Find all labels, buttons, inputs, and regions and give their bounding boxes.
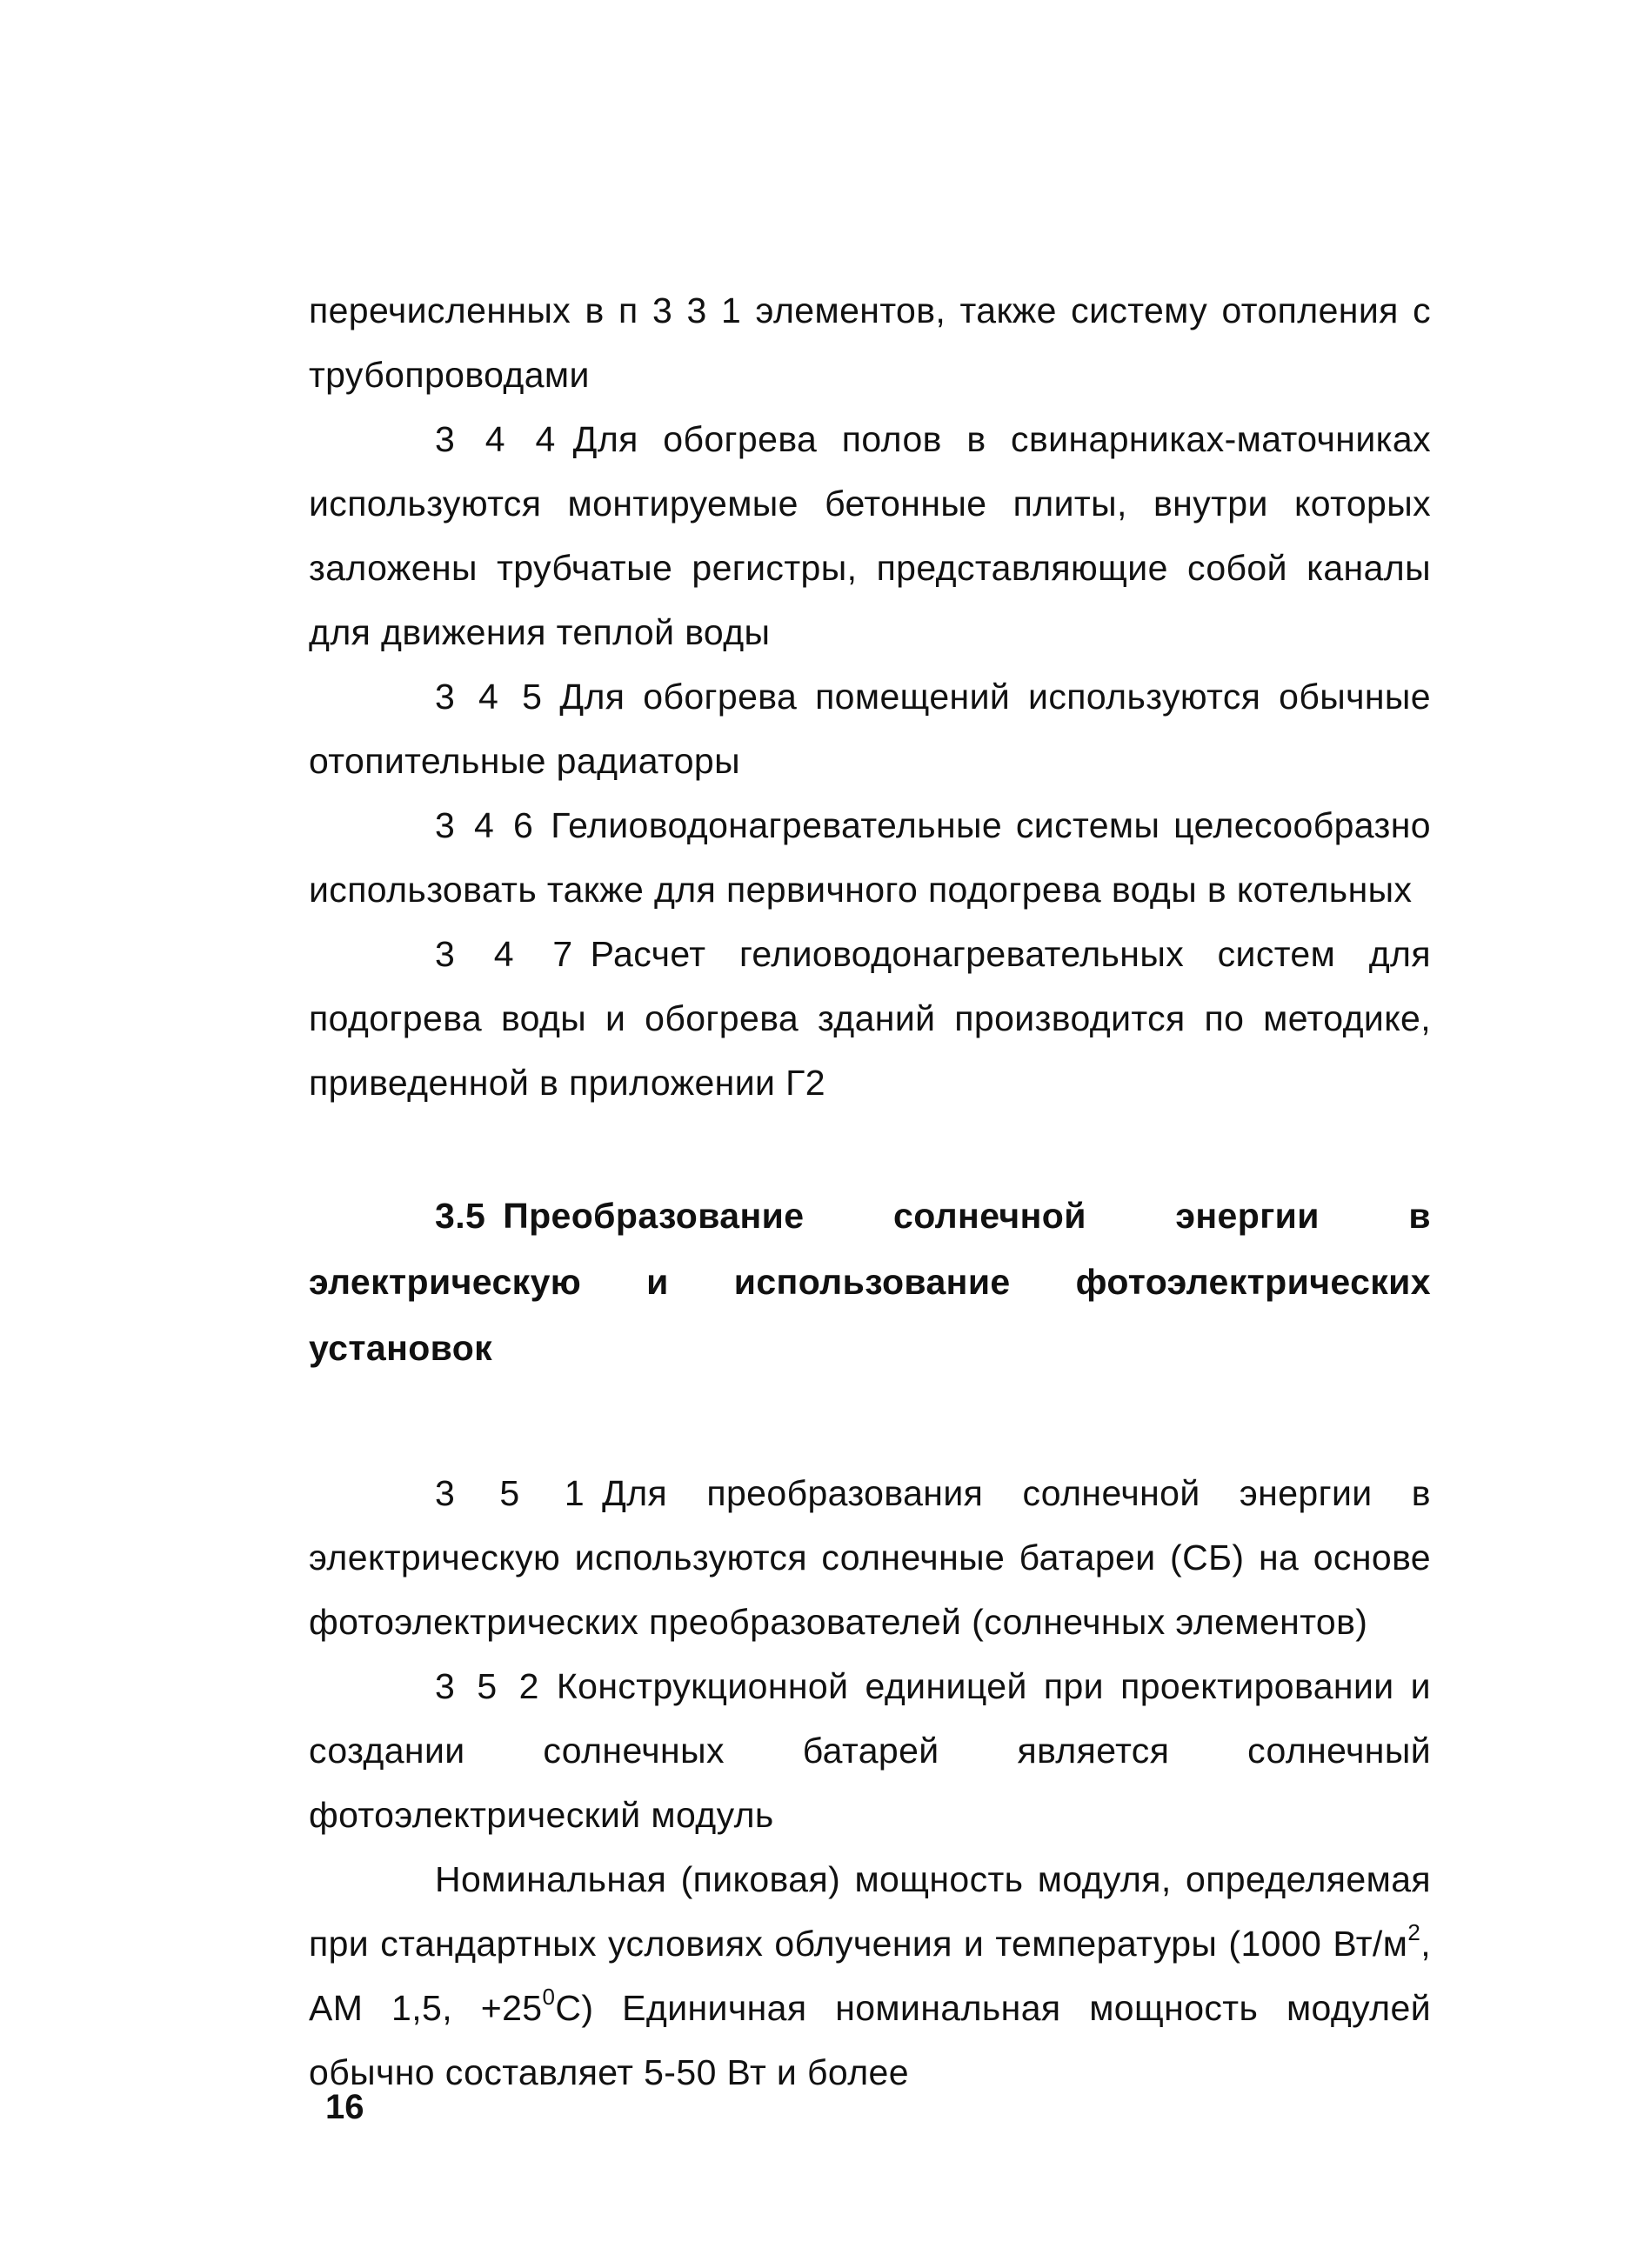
- document-body: [309, 278, 1431, 2105]
- paragraph-3-5-2: [309, 1654, 1431, 1847]
- paragraph-text-part: Номинальная (пиковая) мощность модуля, определяемая при стандартных условиях облучения и температуры (1000 Вт/м: [309, 1859, 1431, 1964]
- paragraph-nominal-power: [309, 1847, 1431, 2105]
- section-heading-3-5: [309, 1183, 1431, 1381]
- superscript-squared: 2: [1407, 1919, 1421, 1945]
- paragraph-text-part: С) Единичная номинальная мощность модулей обычно составляет 5-50 Вт и более: [309, 1988, 1431, 2092]
- paragraph-3-5-1: [309, 1461, 1431, 1654]
- page-number: 16: [325, 2088, 364, 2126]
- paragraph-3-4-4: [309, 407, 1431, 664]
- paragraph-continuation: [309, 278, 1431, 407]
- paragraph-text-part: , АМ 1,5, +25: [309, 1924, 1431, 2028]
- paragraph-text: Для обогрева полов в свинарниках-маточниках используются монтируемые бетонные плиты, внутри которых заложены трубчатые регистры, представляющие собой каналы для движения теплой воды: [309, 419, 1431, 652]
- heading-text: Преобразование солнечной энергии в электрическую и использование фотоэлектрических установок: [309, 1196, 1431, 1368]
- superscript-degree: 0: [542, 1984, 556, 2010]
- paragraph-text: Конструкционной единицей при проектировании и создании солнечных батарей является солнечный фотоэлектрический модуль: [309, 1666, 1431, 1835]
- paragraph-text: Расчет гелиоводонагревательных систем для подогрева воды и обогрева зданий производится по методике, приведенной в приложении Г2: [309, 934, 1431, 1103]
- paragraph-text: Для обогрева помещений используются обычные отопительные радиаторы: [309, 677, 1431, 781]
- paragraph-3-4-5: [309, 664, 1431, 793]
- paragraph-3-4-6: [309, 793, 1431, 922]
- paragraph-text: Гелиоводонагревательные системы целесообразно использовать также для первичного подогрева воды в котельных: [309, 805, 1431, 910]
- paragraph-text: перечисленных в п 3 3 1 элементов, также систему отопления с трубопроводами: [309, 290, 1431, 395]
- paragraph-number: 3 4 7: [435, 934, 573, 974]
- paragraph-number: 3 5 1: [435, 1473, 585, 1513]
- heading-number: 3.5: [435, 1196, 486, 1236]
- paragraph-number: 3 4 5: [435, 677, 543, 717]
- paragraph-number: 3 4 6: [435, 805, 534, 845]
- paragraph-3-4-7: [309, 922, 1431, 1115]
- paragraph-text: Для преобразования солнечной энергии в электрическую используются солнечные батареи (СБ) на основе фотоэлектрических преобразователей (солнечных элементов): [309, 1473, 1431, 1642]
- paragraph-number: 3 5 2: [435, 1666, 539, 1706]
- paragraph-number: 3 4 4: [435, 419, 556, 459]
